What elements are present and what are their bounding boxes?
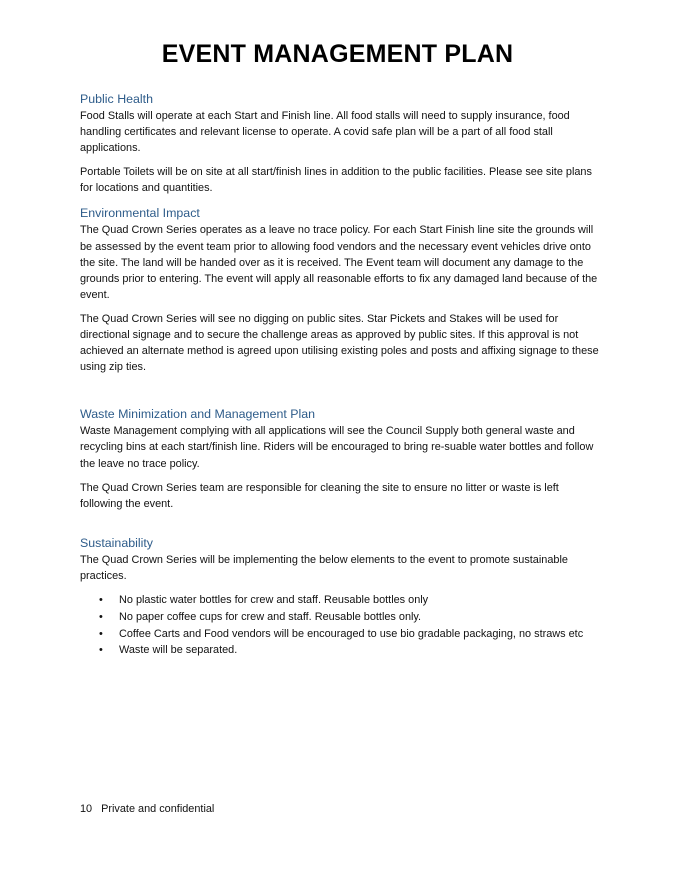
list-item [80,592,600,609]
list-item [80,642,600,659]
page-footer [80,803,214,815]
footer-label: Private and confidential [101,803,215,815]
list-item-text: Coffee Carts and Food vendors will be encouraged to use bio gradable packaging, no straws etc [119,627,584,640]
bullet-icon: • [99,610,103,623]
paragraph: Waste Management complying with all applications will see the Council Supply both general waste and recycling bins at each start/finish line. Riders will be encouraged to bring re-suable water bottles and follow the leave no trace policy. [80,425,594,470]
page-title: EVENT MANAGEMENT PLAN [161,40,514,68]
bullet-icon: • [99,627,103,640]
section-sustainability [80,534,600,659]
section-heading: Environmental Impact [80,206,200,221]
page-number: 10 [80,803,93,815]
section-public-health [80,90,600,196]
section-heading: Public Health [80,92,154,106]
section-waste-management [80,405,600,511]
paragraph: The Quad Crown Series team are responsible for cleaning the site to ensure no litter or waste is left following the event. [80,481,559,510]
section-environmental-impact [80,204,600,375]
list-item-text: Waste will be separated. [119,644,238,657]
list-item [80,609,600,626]
paragraph: Portable Toilets will be on site at all start/finish lines in addition to the public facilities. Please see site plans for locations and quantities. [80,166,592,195]
paragraph: Food Stalls will operate at each Start and Finish line. All food stalls will need to supply insurance, food handling certificates and relevant license to operate. A covid safe plan will be a part of all food stall applications. [80,110,570,155]
paragraph: The Quad Crown Series will see no digging on public sites. Star Pickets and Stakes will be used for directional signage and to secure the challenge areas as approved by public sites. If this approval is not achieved an alternate method is agreed upon utilising existing poles and posts and affixing signage to these using zip ties. [80,312,599,374]
bullet-icon: • [99,593,103,606]
paragraph: The Quad Crown Series operates as a leave no trace policy. For each Start Finish line site the grounds will be assessed by the event team prior to allowing food vendors and the necessary event vehicles drive onto the site. The land will be handed over as it is received. The Event team will document any damage to the grounds prior to entering. The event will apply all reasonable efforts to fix any damaged land because of the event. [80,224,598,301]
list-item-text: No paper coffee cups for crew and staff. Reusable bottles only. [119,610,422,623]
bullet-list [80,592,600,659]
list-item [80,626,600,643]
document-body [80,90,600,659]
section-heading: Waste Minimization and Management Plan [80,407,316,422]
list-item-text: No plastic water bottles for crew and staff. Reusable bottles only [119,593,429,606]
paragraph: The Quad Crown Series will be implementing the below elements to the event to promote sustainable practices. [80,553,568,582]
section-heading: Sustainability [80,535,154,550]
bullet-icon: • [99,644,103,657]
